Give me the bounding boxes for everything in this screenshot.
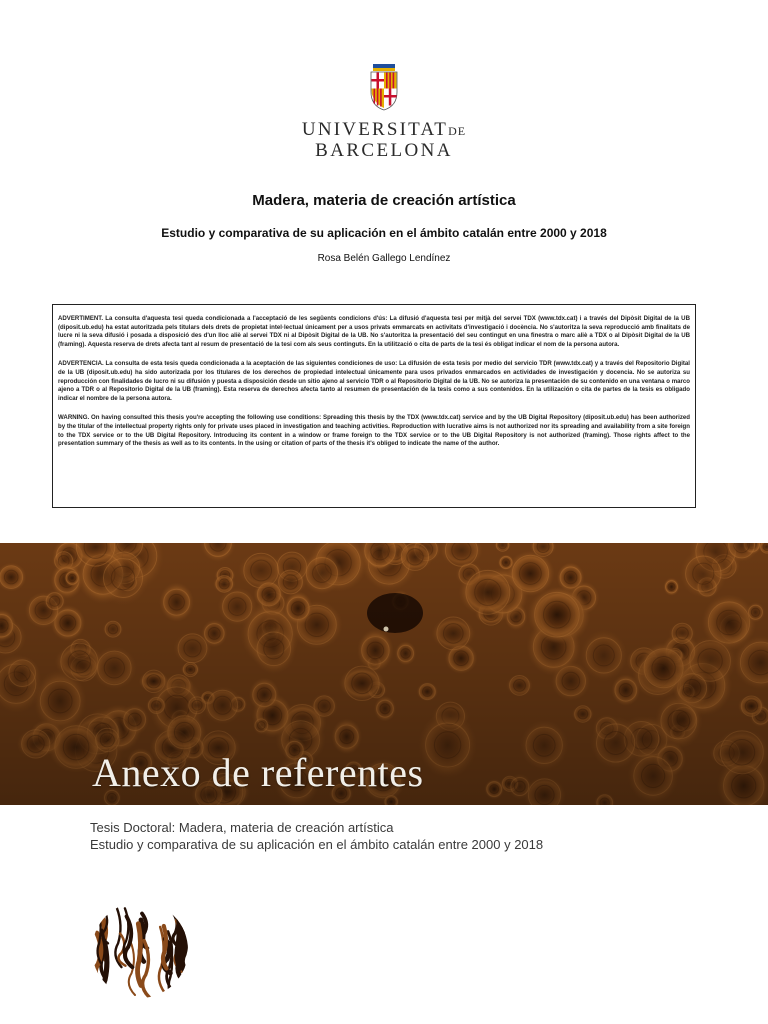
thesis-subtitle: Estudio y comparativa de su aplicación en el ámbito catalán entre 2000 y 2018: [161, 226, 607, 240]
cover-thesis-line2: Estudio y comparativa de su aplicación en el ámbito catalán entre 2000 y 2018: [90, 837, 544, 852]
cover-title: Anexo de referentes: [92, 750, 424, 795]
university-name-line2: BARCELONA: [315, 140, 453, 161]
notice-catalan: ADVERTIMENT. La consulta d'aquesta tesi queda condicionada a l'acceptació de les següents condicions d'ús: La difusió d'aquesta tesi per mitjà del servei TDX (www.tdx.cat) i a través del Dipòsit Digital de la UB (diposit.ub.edu) ha estat autoritzada pels titulars dels drets de propietat intel·lectual únicament per a usos privats emmarcats en activitats d'investigació i docència. No s'autoritza la seva reproducció amb finalitats de lucre ni la seva difusió i posada a disposició des d'un lloc aliè al servei TDX ni al Dipòsit Digital de la UB. No s'autoritza la presentació del seu contingut en una finestra o marc aliè a TDX o al Dipòsit Digital de la UB (framing). Aquesta reserva de drets afecta tant al resum de presentació de la tesi com als seus continguts. En la utilització o cita de parts de la tesi és obligat indicar el nom de la persona autora.: [58, 315, 690, 348]
university-logo: [300, 62, 468, 161]
rights-notice-box: [52, 304, 696, 508]
thesis-title: Madera, materia de creación artística: [252, 192, 516, 209]
university-crest-icon: [367, 62, 401, 112]
wood-emblem-icon: [90, 900, 190, 1000]
cover-thesis-line1: Tesis Doctoral: Madera, materia de creación artística: [90, 820, 394, 835]
notice-english: WARNING. On having consulted this thesis you're accepting the following use conditions: Spreading this thesis by the TDX (www.tdx.cat) service and by the UB Digital Repository (diposit.ub.edu) has been authorized by the titular of the intellectual property rights only for private uses placed in investigation and teaching activities. Reproduction with lucrative aims is not authorized nor its spreading and availability from a site foreign to the TDX service or to the UB Digital Repository. Introducing its content in a window or frame foreign to the TDX service or to the UB Digital Repository is not authorized (framing). Those rights affect to the presentation summary of the thesis as well as to its contents. In the using or citation of parts of the thesis it's obliged to indicate the name of the author.: [58, 414, 690, 448]
cover-wood-image: [0, 543, 768, 805]
university-name-line1: UNIVERSITATDE: [301, 119, 467, 140]
notice-spanish: ADVERTENCIA. La consulta de esta tesis queda condicionada a la aceptación de las siguientes condiciones de uso: La difusión de esta tesis por medio del servicio TDR (www.tdx.cat) y a través del Repositorio Digital de la UB (diposit.ub.edu) ha sido autorizada por los titulares de los derechos de propiedad intelectual únicamente para usos privados enmarcados en actividades de investigación y docencia. No se autoriza su reproducción con finalidades de lucro ni su difusión y puesta a disposición desde un sitio ajeno al servicio TDR o al Repositorio Digital de la UB. No se autoriza la presentación de su contenido en una ventana o marco ajeno a TDR o al Repositorio Digital de la UB (framing). Esta reserva de derechos afecta tanto al resumen de presentación de la tesis como a sus contenidos. En la utilización o cita de partes de la tesis es obligado indicar el nombre de la persona autora.: [58, 360, 690, 402]
thesis-author: Rosa Belén Gallego Lendínez: [317, 253, 451, 264]
